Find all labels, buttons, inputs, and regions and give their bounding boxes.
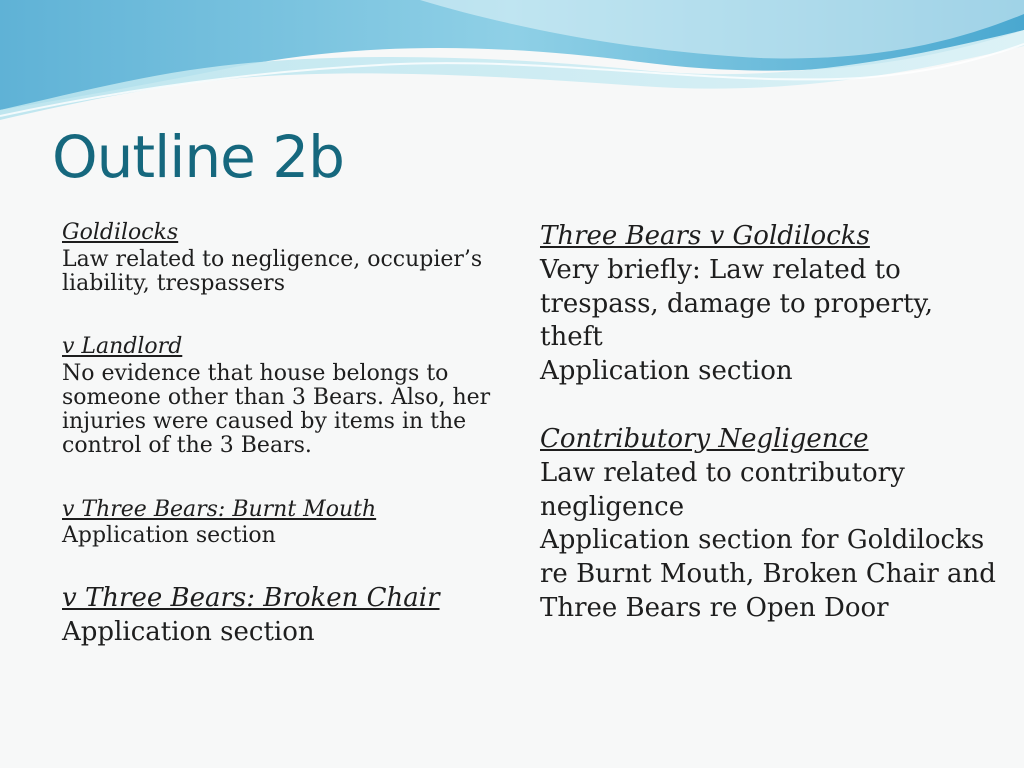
section-text-broken-chair: Application section (62, 617, 315, 648)
section-text-landlord: No evidence that house belongs to someone other than 3 Bears. Also, her injuries were caused by items in the control of the 3 Bears. (62, 360, 491, 459)
section-heading-goldilocks: Goldilocks (62, 220, 179, 245)
section-text-trespass: Very briefly: Law related to trespass, damage to property, theft (540, 254, 934, 353)
section-heading-three-bears-v-goldilocks: Three Bears v Goldilocks (540, 221, 870, 251)
section-heading-burnt-mouth: v Three Bears: Burnt Mouth (62, 496, 377, 522)
left-column (62, 218, 502, 650)
section-heading-landlord: v Landlord (62, 334, 183, 360)
section-text-goldilocks: Law related to negligence, occupier’s liability, trespassers (62, 246, 483, 296)
slide-title: Outline 2b (52, 123, 344, 191)
section-text-burnt-mouth: Application section (62, 523, 276, 549)
section-heading-contributory-negligence: Contributory Negligence (540, 423, 869, 454)
header-wave-decoration (0, 0, 1024, 130)
section-text-contributory-application: Application section for Goldilocks re Burnt Mouth, Broken Chair and Three Bears re Open Door (540, 525, 996, 623)
right-column (540, 220, 1000, 626)
section-text-contributory-law: Law related to contributory negligence (540, 457, 905, 522)
section-heading-broken-chair: v Three Bears: Broken Chair (62, 583, 440, 614)
section-text-application: Application section (540, 356, 793, 387)
